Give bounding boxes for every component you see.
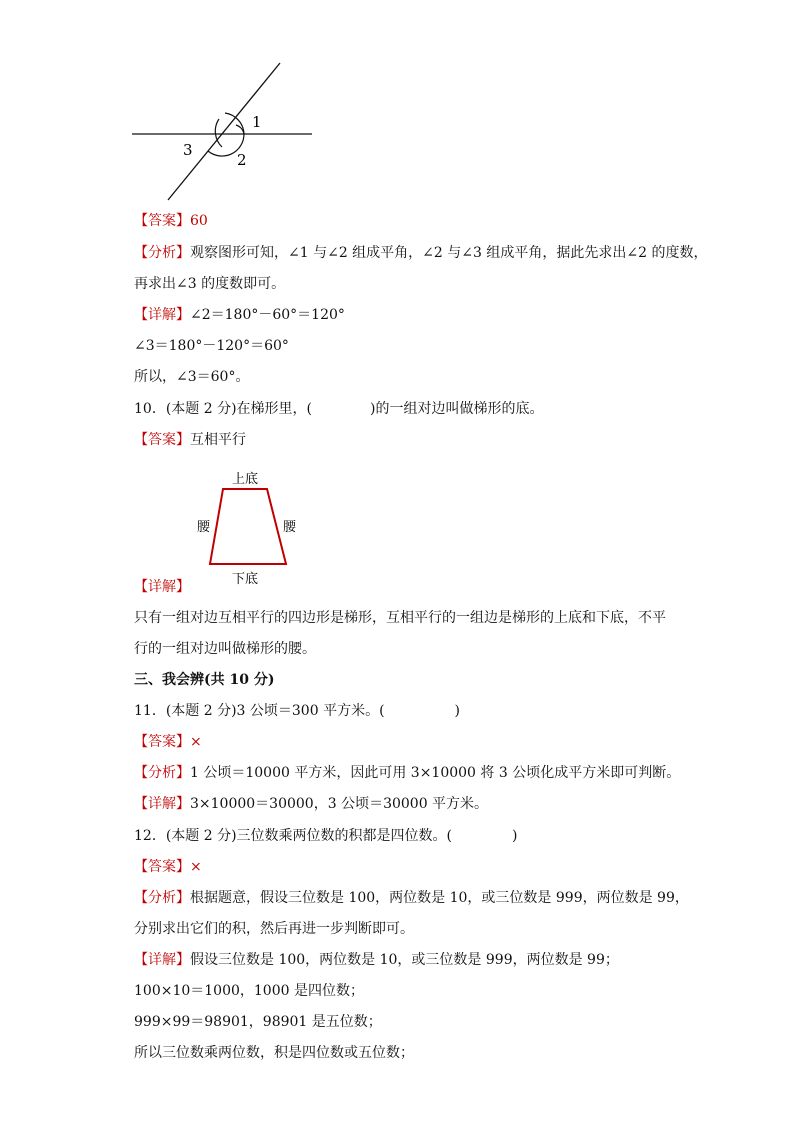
answer-tag: 【答案】 — [134, 859, 190, 875]
transversal-line — [168, 63, 280, 200]
angle-label-1: 1 — [252, 113, 262, 131]
trapezoid-label-right: 腰 — [283, 520, 297, 535]
analysis-text-cont: 再求出∠3 的度数即可。 — [134, 276, 286, 292]
detail-text: 3×10000＝30000，3 公顷＝30000 平方米。 — [190, 796, 489, 812]
analysis-tag: 【分析】 — [134, 245, 190, 261]
detail-tag: 【详解】 — [134, 579, 190, 595]
analysis-text-cont: 分别求出它们的积，然后再进一步判断即可。 — [134, 921, 414, 937]
analysis-text: 根据题意，假设三位数是 100，两位数是 10，或三位数是 999，两位数是 99， — [190, 890, 689, 906]
analysis-tag: 【分析】 — [134, 890, 190, 906]
question-paren-end: ) — [512, 828, 518, 844]
detail-tag: 【详解】 — [134, 796, 190, 812]
question-text: 10．(本题 2 分)在梯形里，( — [134, 401, 313, 417]
answer-value: × — [190, 859, 202, 875]
detail-tag: 【详解】 — [134, 952, 190, 968]
detail-text: 只有一组对边互相平行的四边形是梯形，互相平行的一组边是梯形的上底和下底，不平 — [134, 610, 666, 626]
question-text-end: )的一组对边叫做梯形的底。 — [370, 401, 544, 417]
angle-arc-3 — [215, 119, 222, 147]
answer-tag: 【答案】 — [134, 432, 190, 448]
answer-tag: 【答案】 — [134, 213, 190, 229]
angle-label-2: 2 — [237, 151, 247, 169]
trapezoid-label-bottom: 下底 — [232, 572, 259, 587]
angle-label-3: 3 — [183, 141, 193, 159]
answer-value: 互相平行 — [190, 432, 246, 448]
question-text: 12．(本题 2 分)三位数乘两位数的积都是四位数。( — [134, 828, 453, 844]
detail-text: 所以三位数乘两位数，积是四位数或五位数； — [134, 1045, 414, 1061]
question-text: 11．(本题 2 分)3 公顷＝300 平方米。( — [134, 703, 385, 719]
detail-text: ∠3＝180°－120°＝60° — [134, 338, 289, 354]
analysis-tag: 【分析】 — [134, 765, 190, 781]
detail-text: 假设三位数是 100，两位数是 10，或三位数是 999，两位数是 99； — [190, 952, 619, 968]
analysis-text: 观察图形可知，∠1 与∠2 组成平角，∠2 与∠3 组成平角，据此先求出∠2 的度数， — [190, 245, 708, 261]
detail-text-cont: 行的一组对边叫做梯形的腰。 — [134, 641, 316, 657]
trapezoid-label-left: 腰 — [197, 520, 211, 535]
trapezoid-label-top: 上底 — [232, 472, 259, 487]
answer-value: × — [190, 734, 202, 750]
detail-text: ∠2＝180°－60°＝120° — [190, 307, 345, 323]
answer-tag: 【答案】 — [134, 734, 190, 750]
detail-text: 100×10＝1000，1000 是四位数； — [134, 983, 364, 999]
trapezoid-diagram — [190, 462, 320, 592]
answer-value: 60 — [190, 213, 208, 229]
detail-tag: 【详解】 — [134, 307, 190, 323]
section-title: 三、我会辨(共 10 分) — [134, 672, 275, 688]
angle-diagram — [120, 55, 330, 205]
analysis-text: 1 公顷＝10000 平方米，因此可用 3×10000 将 3 公顷化成平方米即可判断。 — [190, 765, 681, 781]
detail-text: 999×99＝98901，98901 是五位数； — [134, 1014, 382, 1030]
trapezoid-shape — [210, 489, 286, 564]
question-paren-end: ) — [454, 703, 461, 719]
detail-text: 所以，∠3＝60°。 — [134, 369, 250, 385]
